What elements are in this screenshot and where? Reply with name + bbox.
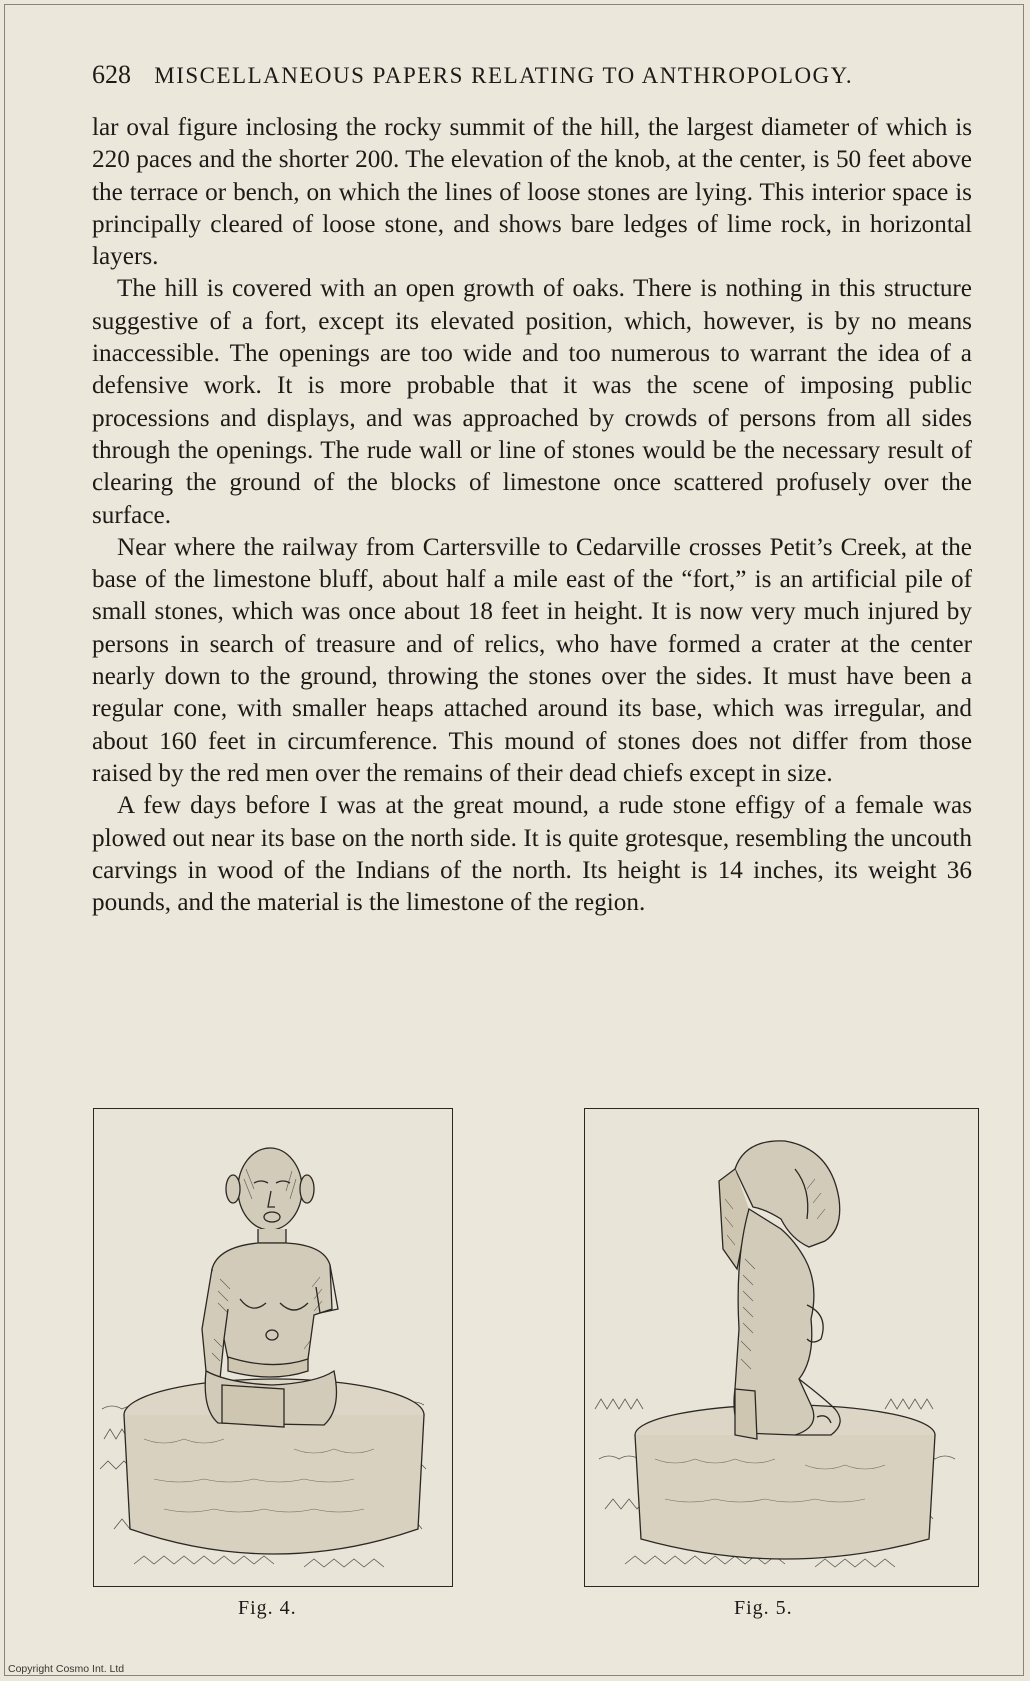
figure-5-effigy-side xyxy=(584,1108,979,1587)
page-number: 628 xyxy=(92,60,131,89)
figure-5-caption: Fig. 5. xyxy=(734,1597,793,1619)
effigy-side-illustration xyxy=(585,1109,978,1586)
running-title: MISCELLANEOUS PAPERS RELATING TO ANTHROPOLOGY. xyxy=(154,63,854,88)
figure-4-caption: Fig. 4. xyxy=(238,1597,297,1619)
paragraph-1: lar oval figure inclosing the rocky summit of the hill, the largest diameter of which is 220 paces and the shorter 200. The elevation of the knob, at the center, is 50 feet above the terrace or bench, on which the lines of loose stones are lying. This interior space is principally cleared of loose stone, and shows bare ledges of lime rock, in horizontal layers. xyxy=(92,114,972,271)
effigy-front-illustration xyxy=(94,1109,452,1586)
paragraph-3: Near where the railway from Cartersville to Cedarville crosses Petit’s Creek, at the base of the limestone bluff, about half a mile east of the “fort,” is an artificial pile of small stones, which was once about 18 feet in height. It is now very much injured by persons in search of treasure and of relics, who have formed a crater at the center nearly down to the ground, throwing the stones over the sides. It must have been a regular cone, with smaller heaps attached around its base, which was irregular, and about 160 feet in circumference. This mound of stones does not differ from those raised by the red men over the remains of their dead chiefs except in size. xyxy=(92,533,972,787)
running-header xyxy=(92,60,972,96)
paragraph-4: A few days before I was at the great mound, a rude stone effigy of a female was plowed out near its base on the north side. It is quite grotesque, resembling the uncouth carvings in wood of the Indians of the north. Its height is 14 inches, its weight 36 pounds, and the material is the limestone of the region. xyxy=(92,792,972,917)
paragraph-2: The hill is covered with an open growth of oaks. There is nothing in this structure suggestive of a fort, except its elevated position, which, however, is by no means inaccessible. The openings are too wide and too numerous to warrant the idea of a defensive work. It is more probable that it was the scene of imposing public processions and displays, and was approached by crowds of persons from all sides through the openings. The rude wall or line of stones would be the necessary result of clearing the ground of the blocks of limestone once scattered profusely over the surface. xyxy=(92,275,972,529)
copyright-notice: Copyright Cosmo Int. Ltd xyxy=(8,1663,125,1675)
body-text xyxy=(92,112,972,919)
figure-4-effigy-front xyxy=(93,1108,453,1587)
